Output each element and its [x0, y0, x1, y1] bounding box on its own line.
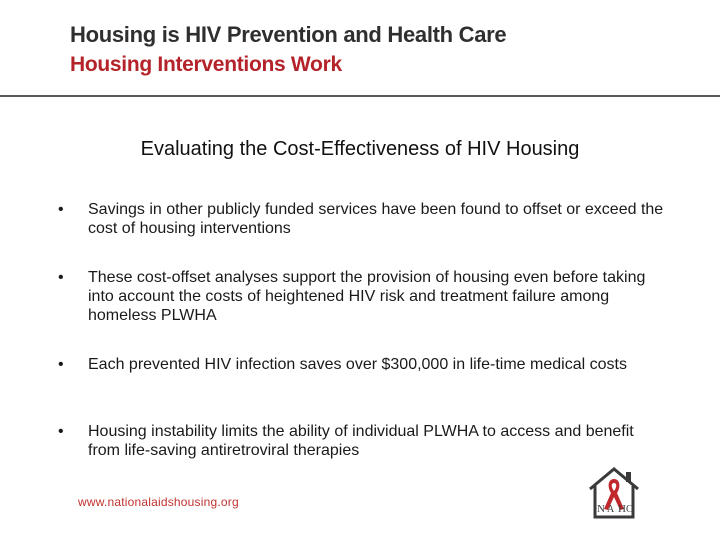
bullet-text: These cost-offset analyses support the provision of housing even before taking into account the costs of heightened HIV risk and treatment failure among homeless PLWHA: [88, 269, 646, 324]
list-item: [58, 355, 668, 374]
list-item: [58, 200, 668, 238]
slide-title: Evaluating the Cost-Effectiveness of HIV Housing: [140, 138, 580, 160]
bullet-icon: •: [58, 356, 64, 373]
list-item: [58, 422, 668, 460]
svg-text:A: A: [607, 504, 615, 515]
house-ribbon-logo-icon: [586, 465, 642, 521]
svg-text:C: C: [626, 504, 633, 515]
bullet-text: Housing instability limits the ability of individual PLWHA to access and benefit from life-saving antiretroviral therapies: [88, 423, 634, 459]
list-item: [58, 268, 668, 325]
bullet-icon: •: [58, 269, 64, 286]
bullet-icon: •: [58, 423, 64, 440]
footer-url-link[interactable]: www.nationalaidshousing.org: [78, 495, 239, 509]
bullet-icon: •: [58, 201, 64, 218]
svg-text:N: N: [597, 503, 605, 515]
bullet-text: Savings in other publicly funded services have been found to offset or exceed the cost of housing interventions: [88, 201, 664, 237]
header-title: Housing is HIV Prevention and Health Care: [70, 22, 507, 47]
bullet-text: Each prevented HIV infection saves over $300,000 in life-time medical costs: [88, 356, 627, 373]
svg-text:H: H: [618, 503, 626, 515]
header-subtitle: Housing Interventions Work: [70, 53, 342, 76]
header-divider: [0, 95, 720, 97]
